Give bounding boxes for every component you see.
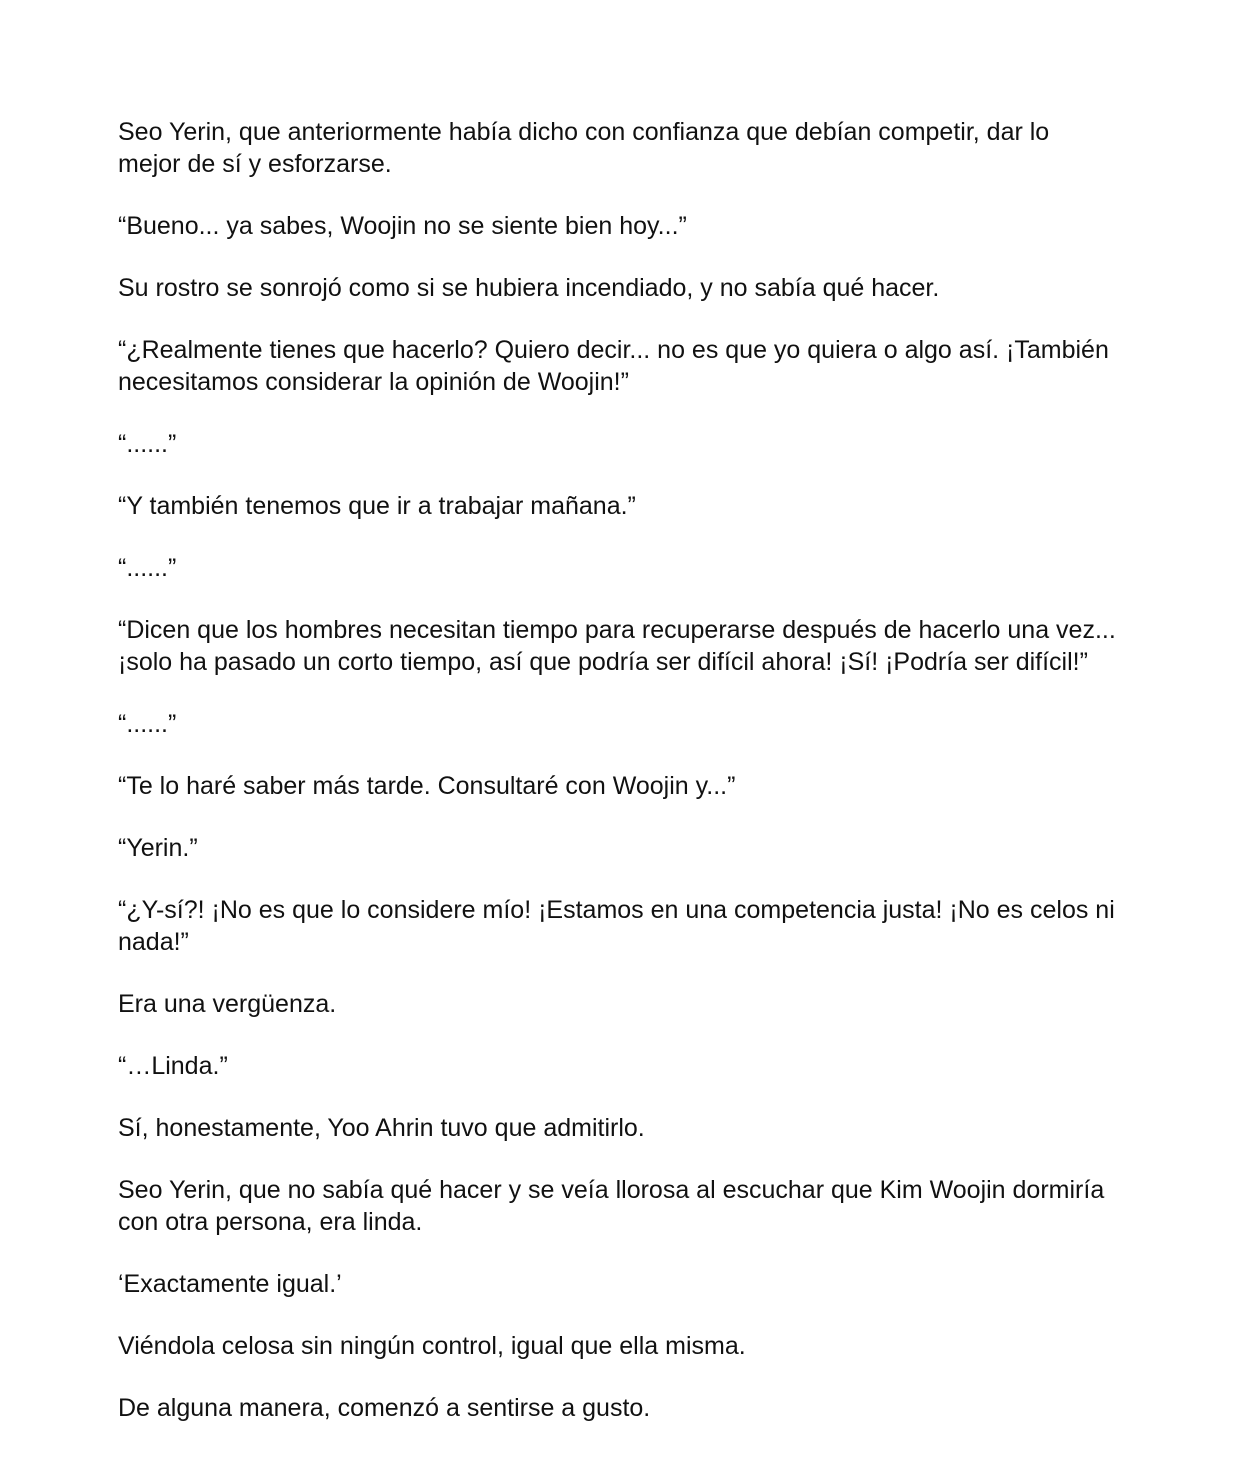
paragraph: De alguna manera, comenzó a sentirse a gusto. xyxy=(118,1394,651,1422)
paragraph: “¿Y-sí?! ¡No es que lo considere mío! ¡Estamos en una competencia justa! ¡No es celos ni nada!” xyxy=(118,896,1115,956)
paragraph: Viéndola celosa sin ningún control, igual que ella misma. xyxy=(118,1332,746,1360)
paragraph: “Dicen que los hombres necesitan tiempo para recuperarse después de hacerlo una vez... ¡solo ha pasado un corto tiempo, así que podría ser difícil ahora! ¡Sí! ¡Podría ser difícil!” xyxy=(118,616,1116,676)
paragraph: “......” xyxy=(118,710,177,738)
paragraph: Seo Yerin, que anteriormente había dicho con confianza que debían competir, dar lo mejor de sí y esforzarse. xyxy=(118,118,1050,178)
paragraph: “......” xyxy=(118,554,177,582)
paragraph: “Y también tenemos que ir a trabajar mañana.” xyxy=(118,492,636,520)
paragraph: “…Linda.” xyxy=(118,1052,228,1080)
paragraph: Sí, honestamente, Yoo Ahrin tuvo que admitirlo. xyxy=(118,1114,645,1142)
paragraph: ‘Exactamente igual.’ xyxy=(118,1270,342,1298)
paragraph: “¿Realmente tienes que hacerlo? Quiero decir... no es que yo quiera o algo así. ¡También necesitamos considerar la opinión de Woojin!” xyxy=(118,336,1109,396)
paragraph: “......” xyxy=(118,430,177,458)
paragraph: “Yerin.” xyxy=(118,834,198,862)
paragraph: Seo Yerin, que no sabía qué hacer y se veía llorosa al escuchar que Kim Woojin dormiría con otra persona, era linda. xyxy=(118,1176,1105,1236)
paragraph: “Bueno... ya sabes, Woojin no se siente bien hoy...” xyxy=(118,212,687,240)
paragraph: “Te lo haré saber más tarde. Consultaré con Woojin y...” xyxy=(118,772,736,800)
paragraph: Su rostro se sonrojó como si se hubiera incendiado, y no sabía qué hacer. xyxy=(118,274,940,302)
document-body xyxy=(118,116,1118,1454)
paragraph: Era una vergüenza. xyxy=(118,990,337,1018)
